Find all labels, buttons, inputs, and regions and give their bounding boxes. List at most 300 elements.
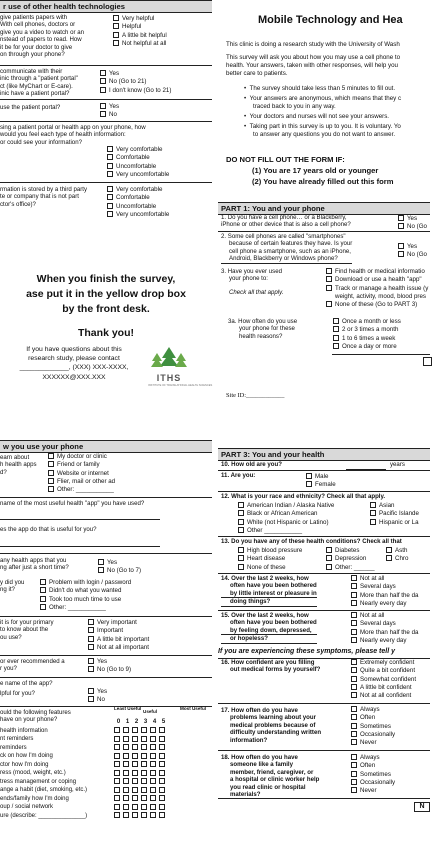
checkbox[interactable] — [351, 731, 357, 737]
checkbox[interactable] — [141, 812, 147, 818]
option[interactable]: Black or African American — [238, 510, 334, 518]
options-third-party — [107, 186, 169, 219]
option[interactable]: Other: ___________ — [48, 486, 115, 494]
checkbox[interactable] — [132, 778, 138, 784]
checkbox[interactable] — [141, 744, 147, 750]
thank-you: Thank you! — [77, 326, 134, 339]
checkbox[interactable] — [159, 744, 165, 750]
options-use-portal — [100, 103, 119, 120]
checkbox[interactable] — [238, 519, 244, 525]
question-conditions: 13. Do you have any of these health conditions? Check all that — [221, 538, 402, 545]
checkbox[interactable] — [326, 301, 332, 307]
checkbox[interactable] — [333, 326, 339, 332]
option[interactable]: Find health or medical informatio — [326, 268, 428, 276]
checkbox[interactable] — [351, 739, 357, 745]
checkbox[interactable] — [333, 318, 339, 324]
logo-text: ITHS — [156, 372, 182, 383]
iths-logo — [148, 344, 213, 390]
checkbox[interactable] — [351, 575, 357, 581]
checkbox[interactable] — [159, 736, 165, 742]
checkbox[interactable] — [326, 547, 332, 553]
checkbox[interactable] — [159, 761, 165, 767]
checkbox[interactable] — [351, 659, 357, 665]
finish-instructions: When you finish the survey, ase put it in the yellow drop box by the front desk. Thank you! — [0, 272, 212, 341]
checkbox[interactable] — [113, 40, 119, 46]
checkbox[interactable] — [123, 753, 129, 759]
checkbox[interactable] — [306, 481, 312, 487]
checkbox[interactable] — [306, 473, 312, 479]
checkbox[interactable] — [150, 812, 156, 818]
option[interactable]: Asth — [386, 547, 408, 555]
checkbox[interactable] — [238, 527, 244, 533]
checkbox[interactable] — [88, 636, 94, 642]
checkbox[interactable] — [132, 770, 138, 776]
options-doctor-know — [88, 619, 149, 652]
checkbox[interactable] — [333, 343, 339, 349]
option[interactable]: A little bit confident — [351, 684, 416, 692]
option[interactable]: Other ___________ — [238, 527, 334, 535]
option[interactable]: No (Go — [398, 251, 427, 259]
divider — [218, 573, 430, 574]
checkbox[interactable] — [123, 736, 129, 742]
option[interactable]: Often — [351, 714, 395, 722]
checkbox[interactable] — [123, 804, 129, 810]
option[interactable]: Other: ___________ — [40, 604, 131, 612]
option[interactable]: Extremely confident — [351, 659, 416, 667]
option[interactable]: No — [100, 111, 119, 119]
option[interactable]: No (Go to 9) — [88, 666, 131, 674]
option[interactable]: No (Go — [398, 223, 427, 231]
checkbox[interactable] — [398, 223, 404, 229]
feature-row: health information — [0, 727, 168, 736]
checkbox[interactable] — [326, 276, 332, 282]
divider — [0, 497, 212, 498]
checkbox[interactable] — [326, 564, 332, 570]
checkbox[interactable] — [398, 251, 404, 257]
option[interactable]: Yes — [398, 215, 427, 223]
checkbox[interactable] — [370, 510, 376, 516]
checkbox[interactable] — [351, 684, 357, 690]
checkbox[interactable] — [238, 564, 244, 570]
checkbox[interactable] — [40, 587, 46, 593]
do-not-fill-heading: DO NOT FILL OUT THE FORM IF: — [226, 155, 345, 164]
checkbox[interactable] — [351, 754, 357, 760]
checkbox[interactable] — [141, 761, 147, 767]
checkbox[interactable] — [159, 727, 165, 733]
options-used-phone-for: Find health or medical informatio Download or use a health "app" Track or manage a health issue (y weight, activity, mood, blood pres None of these (Go to PART 3) — [326, 268, 428, 309]
option[interactable]: Always — [351, 754, 395, 762]
checkbox[interactable] — [88, 619, 94, 625]
checkbox[interactable] — [132, 727, 138, 733]
checkbox[interactable] — [132, 761, 138, 767]
question-stopped-using: any health apps that you ng after just a short time? — [0, 557, 69, 572]
checkbox[interactable] — [326, 555, 332, 561]
checkbox[interactable] — [88, 688, 94, 694]
checkbox[interactable] — [48, 470, 54, 476]
option[interactable]: Friend or family — [48, 461, 115, 469]
option[interactable]: More than half the da — [351, 592, 418, 600]
checkbox[interactable] — [107, 186, 113, 192]
checkbox[interactable] — [141, 727, 147, 733]
checkbox[interactable] — [351, 612, 357, 618]
option[interactable]: 2 or 3 times a month — [333, 326, 401, 334]
checkbox[interactable] — [107, 203, 113, 209]
option[interactable]: Download or use a health "app" — [326, 276, 428, 284]
checkbox[interactable] — [351, 723, 357, 729]
option[interactable]: American Indian / Alaska Native — [238, 502, 334, 510]
checkbox[interactable] — [351, 779, 357, 785]
checkbox[interactable] — [150, 770, 156, 776]
site-id-field[interactable]: Site ID:____________ — [226, 392, 285, 399]
option[interactable]: Pacific Islande — [370, 510, 419, 518]
option[interactable]: I don't know (Go to 21) — [100, 87, 171, 95]
option[interactable]: No — [88, 696, 107, 704]
options-app-helpful — [88, 688, 107, 705]
checkbox[interactable] — [100, 103, 106, 109]
question-how-often: 3a. How often do you use your phone for these health reasons? — [228, 318, 298, 340]
feature-row: reminders — [0, 744, 168, 753]
checkbox[interactable] — [150, 744, 156, 750]
question-confidence-forms: 16. How confident are you filling out medical forms by yourself? — [221, 659, 321, 674]
feature-row: oup / social network — [0, 804, 168, 813]
checkbox[interactable] — [159, 787, 165, 793]
option[interactable]: Sometimes — [351, 723, 395, 731]
options-feeling-down — [351, 612, 418, 645]
feature-row: ress (mood, weight, etc.) — [0, 770, 168, 779]
option[interactable]: Comfortable — [107, 194, 169, 202]
checkbox[interactable] — [386, 555, 392, 561]
checkbox[interactable] — [123, 770, 129, 776]
option[interactable]: Yes — [398, 243, 427, 251]
option[interactable]: Flier, mail or other ad — [48, 478, 115, 486]
option[interactable]: Diabetes — [326, 547, 375, 555]
option[interactable]: My doctor or clinic — [48, 453, 115, 461]
question-most-useful-app: name of the most useful health "app" you have used? — [0, 500, 145, 507]
option[interactable]: Yes — [100, 70, 171, 78]
checkbox[interactable] — [159, 804, 165, 810]
checkbox[interactable] — [48, 478, 54, 484]
checkbox[interactable] — [123, 812, 129, 818]
option[interactable]: Yes — [88, 688, 107, 696]
checkbox[interactable] — [150, 727, 156, 733]
option[interactable]: Quite a bit confident — [351, 667, 416, 675]
checkbox[interactable] — [159, 778, 165, 784]
checkbox[interactable] — [114, 761, 120, 767]
checkbox[interactable] — [351, 592, 357, 598]
checkbox[interactable] — [114, 778, 120, 784]
option[interactable]: Took too much time to use — [40, 596, 131, 604]
checkbox[interactable] — [88, 658, 94, 664]
option[interactable]: Occasionally — [351, 731, 395, 739]
checkbox[interactable] — [107, 154, 113, 160]
checkbox[interactable] — [159, 812, 165, 818]
checkbox[interactable] — [150, 753, 156, 759]
checkbox[interactable] — [123, 761, 129, 767]
option[interactable]: Yes — [88, 658, 131, 666]
checkbox[interactable] — [123, 778, 129, 784]
divider — [0, 677, 212, 678]
option[interactable]: Very comfortable — [107, 146, 169, 154]
checkbox[interactable] — [114, 812, 120, 818]
checkbox[interactable] — [326, 268, 332, 274]
checkbox[interactable] — [88, 644, 94, 650]
divider — [218, 610, 430, 611]
option[interactable]: Never — [351, 739, 395, 747]
checkbox[interactable] — [40, 579, 46, 585]
option[interactable]: Female — [306, 481, 336, 489]
question-learn-about-apps: earn about h health apps d? — [0, 454, 37, 476]
options-sex — [306, 473, 336, 490]
answer-line[interactable] — [0, 519, 160, 520]
checkbox[interactable] — [150, 787, 156, 793]
checkbox[interactable] — [114, 787, 120, 793]
divider — [218, 491, 430, 492]
checkbox[interactable] — [351, 771, 357, 777]
divider — [218, 231, 430, 232]
checkbox[interactable] — [351, 676, 357, 682]
survey-page-bottom-left: w you use your phone earn about h health apps d? My doctor or clinic Friend or family Website or internet Flier, mail or other ad Other: ___________ name of the most useful health "app" you have used? es the app do that is useful for you? any health apps that you ng after just a short time? Yes No (Go to 7) y did you ng it? Problem with login / password Didn't do what you wanted Took too much time to use Other: ___________ it is for your primary to know about the ou use? Very important Important A little bit important Not at all important or ever recommended a r you? Yes No (Go to 9) e name of the app? lpful for you? Yes No ould the following features have on your phone? Least Useful Useful Most Useful 0 1 2 3 4 5 health information nt reminders reminders ck on how I'm doing ctor how I'm doing ress (mood, weight, etc.) tress management or coping ange a habit (diet, smoking, etc.) ends/family how I'm doing oup / social network ure (describe: ______________) — [0, 436, 212, 860]
checkbox[interactable] — [48, 461, 54, 467]
option[interactable]: Helpful — [113, 23, 167, 31]
checkbox[interactable] — [141, 778, 147, 784]
option[interactable]: Important — [88, 627, 149, 635]
checkbox[interactable] — [141, 736, 147, 742]
question-recommended-app: or ever recommended a r you? — [0, 658, 65, 673]
checkbox[interactable] — [159, 770, 165, 776]
option[interactable]: Not at all confident — [351, 692, 416, 700]
option[interactable]: Always — [351, 706, 395, 714]
option[interactable]: Depression — [326, 555, 375, 563]
checkbox[interactable] — [351, 706, 357, 712]
option[interactable]: Website or internet — [48, 470, 115, 478]
checkbox[interactable] — [351, 637, 357, 643]
part3-header: PART 3: You and your health — [218, 448, 430, 461]
checkbox[interactable] — [132, 753, 138, 759]
checkbox[interactable] — [326, 285, 332, 291]
checkbox[interactable] — [107, 163, 113, 169]
option[interactable]: Hispanic or La — [370, 519, 419, 527]
checkbox[interactable] — [370, 502, 376, 508]
option[interactable]: Very uncomfortable — [107, 171, 169, 179]
option[interactable]: More than half the da — [351, 629, 418, 637]
checkbox[interactable] — [141, 795, 147, 801]
checkbox[interactable] — [150, 761, 156, 767]
checkbox[interactable] — [150, 804, 156, 810]
checkbox[interactable] — [100, 78, 106, 84]
option[interactable]: Male — [306, 473, 336, 481]
option[interactable]: None of these — [238, 564, 302, 572]
checkbox[interactable] — [351, 620, 357, 626]
checkbox[interactable] — [107, 146, 113, 152]
options-conditions-col1 — [238, 547, 302, 572]
checkbox[interactable] — [114, 753, 120, 759]
checkbox[interactable] — [107, 171, 113, 177]
checkbox[interactable] — [100, 111, 106, 117]
checkbox[interactable] — [351, 762, 357, 768]
option[interactable]: Not helpful at all — [113, 40, 167, 48]
option[interactable]: No (Go to 7) — [98, 567, 141, 575]
info-bullets: • The survey should take less than 5 minutes to fill out. • Your answers are anonymous, which means that they c traced back to you in any way. • Your doctors and nurses will not see your answers. • Taking part in this survey is up to you. It is voluntary. Yo to answer any questions you do not want to answer. — [244, 85, 402, 139]
checkbox[interactable] — [114, 727, 120, 733]
checkbox[interactable] — [48, 486, 54, 492]
options-race-right — [370, 502, 419, 527]
checkbox[interactable] — [351, 600, 357, 606]
divider — [218, 470, 430, 471]
checkbox[interactable] — [386, 547, 392, 553]
option[interactable]: Once a month or less — [333, 318, 401, 326]
option[interactable]: A little bit helpful — [113, 32, 167, 40]
checkbox[interactable] — [132, 812, 138, 818]
checkbox[interactable] — [100, 70, 106, 76]
checkbox[interactable] — [123, 787, 129, 793]
checkbox[interactable] — [132, 744, 138, 750]
checkbox[interactable] — [132, 787, 138, 793]
checkbox[interactable] — [132, 736, 138, 742]
checkbox[interactable] — [159, 753, 165, 759]
checkbox[interactable] — [114, 795, 120, 801]
option[interactable]: A little bit important — [88, 636, 149, 644]
checkbox[interactable] — [114, 736, 120, 742]
option[interactable]: Several days — [351, 620, 418, 628]
option[interactable]: Very important — [88, 619, 149, 627]
exclusion-repeat: (2) You have already filled out this form — [252, 177, 394, 186]
section-header: r use of other health technologies — [0, 0, 212, 13]
checkbox[interactable] — [113, 23, 119, 29]
option[interactable]: Uncomfortable — [107, 163, 169, 171]
checkbox[interactable] — [398, 243, 404, 249]
checkbox[interactable] — [107, 194, 113, 200]
contact-info: If you have questions about this research study, please contact _____________, (XXX) XXX-XXXX, XXXXXX@XXX.XXX — [19, 346, 129, 381]
option[interactable]: Uncomfortable — [107, 203, 169, 211]
option[interactable]: Heart disease — [238, 555, 302, 563]
checkbox[interactable] — [114, 744, 120, 750]
checkbox[interactable] — [114, 804, 120, 810]
checkbox[interactable] — [351, 714, 357, 720]
checkbox[interactable] — [141, 787, 147, 793]
option[interactable]: Several days — [351, 583, 418, 591]
feature-row: nt reminders — [0, 736, 168, 745]
checkbox[interactable] — [150, 736, 156, 742]
option[interactable]: Other: ______ — [326, 564, 375, 572]
option[interactable]: Not at all — [351, 575, 418, 583]
option[interactable]: Very helpful — [113, 15, 167, 23]
checkbox[interactable] — [48, 453, 54, 459]
checkbox[interactable] — [238, 510, 244, 516]
checkbox[interactable] — [123, 744, 129, 750]
checkbox[interactable] — [107, 211, 113, 217]
feature-row: tress management or coping — [0, 778, 168, 787]
option[interactable]: Somewhat confident — [351, 676, 416, 684]
option[interactable]: Yes — [98, 559, 141, 567]
checkbox[interactable] — [113, 32, 119, 38]
feature-row: ange a habit (diet, smoking, etc.) — [0, 787, 168, 796]
checkbox[interactable] — [333, 335, 339, 341]
option[interactable]: Very uncomfortable — [107, 211, 169, 219]
divider — [0, 99, 212, 100]
feature-row: ends/family how I'm doing — [0, 795, 168, 804]
option[interactable]: Occasionally — [351, 779, 395, 787]
checkbox[interactable] — [141, 753, 147, 759]
option[interactable]: Nearly every day — [351, 637, 418, 645]
checkbox[interactable] — [100, 87, 106, 93]
option[interactable]: Asian — [370, 502, 419, 510]
checkbox[interactable] — [132, 795, 138, 801]
feature-row: ctor how I'm doing — [0, 761, 168, 770]
option[interactable]: Not at all — [351, 612, 418, 620]
checkbox[interactable] — [370, 519, 376, 525]
option[interactable]: Nearly every day — [351, 600, 418, 608]
options-how-often — [333, 318, 401, 351]
option[interactable]: Not at all important — [88, 644, 149, 652]
checkbox[interactable] — [238, 555, 244, 561]
checkbox[interactable] — [159, 795, 165, 801]
option[interactable]: None of these (Go to PART 3) — [326, 301, 428, 309]
option[interactable]: Sometimes — [351, 771, 395, 779]
checkbox[interactable] — [88, 696, 94, 702]
checkbox[interactable] — [123, 727, 129, 733]
question-third-party: rmation is stored by a third party te or company that is not part ctor's office)? — [0, 186, 88, 208]
checkbox[interactable] — [88, 666, 94, 672]
option[interactable]: White (not Hispanic or Latino) — [238, 519, 334, 527]
next-page-button[interactable]: N — [414, 802, 430, 812]
checkbox[interactable] — [398, 215, 404, 221]
checkbox[interactable] — [40, 604, 46, 610]
checkbox[interactable] — [238, 547, 244, 553]
option[interactable]: Track or manage a health issue (y — [326, 285, 428, 293]
checkbox[interactable] — [123, 795, 129, 801]
option[interactable]: Problem with login / password — [40, 579, 131, 587]
option[interactable]: 1 to 6 times a week — [333, 335, 401, 343]
checkbox[interactable] — [150, 795, 156, 801]
option[interactable]: Never — [351, 787, 395, 795]
feature-row: ure (describe: ______________) — [0, 812, 168, 821]
option[interactable]: Once a day or more — [333, 343, 401, 351]
checkbox[interactable] — [114, 770, 120, 776]
symptoms-notice: If you are experiencing these symptoms, please tell y — [218, 648, 430, 659]
checkbox[interactable] — [113, 15, 119, 21]
checkbox[interactable] — [98, 567, 104, 573]
question-sex: 11. Are you: — [221, 472, 256, 479]
checkbox[interactable] — [351, 692, 357, 698]
options-comfort-portal — [107, 146, 169, 179]
checkbox[interactable] — [141, 804, 147, 810]
option[interactable]: Comfortable — [107, 154, 169, 162]
checkbox[interactable] — [132, 804, 138, 810]
checkbox[interactable] — [40, 596, 46, 602]
option[interactable]: Yes — [100, 103, 119, 111]
question-age: 10. How old are you? — [221, 461, 282, 468]
divider — [332, 354, 430, 355]
checkbox[interactable] — [351, 583, 357, 589]
option[interactable]: Very comfortable — [107, 186, 169, 194]
option[interactable]: High blood pressure — [238, 547, 302, 555]
checkbox[interactable] — [351, 629, 357, 635]
answer-line[interactable] — [0, 546, 160, 547]
checkbox[interactable] — [238, 502, 244, 508]
option[interactable]: Often — [351, 762, 395, 770]
option[interactable]: Didn't do what you wanted — [40, 587, 131, 595]
checkbox[interactable] — [88, 627, 94, 633]
checkbox[interactable] — [351, 787, 357, 793]
checkbox[interactable] — [141, 770, 147, 776]
checkbox[interactable] — [351, 667, 357, 673]
question-app-name-helpful: e name of the app? lpful for you? — [0, 680, 53, 698]
option[interactable]: Chro — [386, 555, 408, 563]
checkbox[interactable] — [150, 778, 156, 784]
option[interactable]: No (Go to 21) — [100, 78, 171, 86]
feature-row: ck on how I'm doing — [0, 753, 168, 762]
checkbox[interactable] — [98, 559, 104, 565]
